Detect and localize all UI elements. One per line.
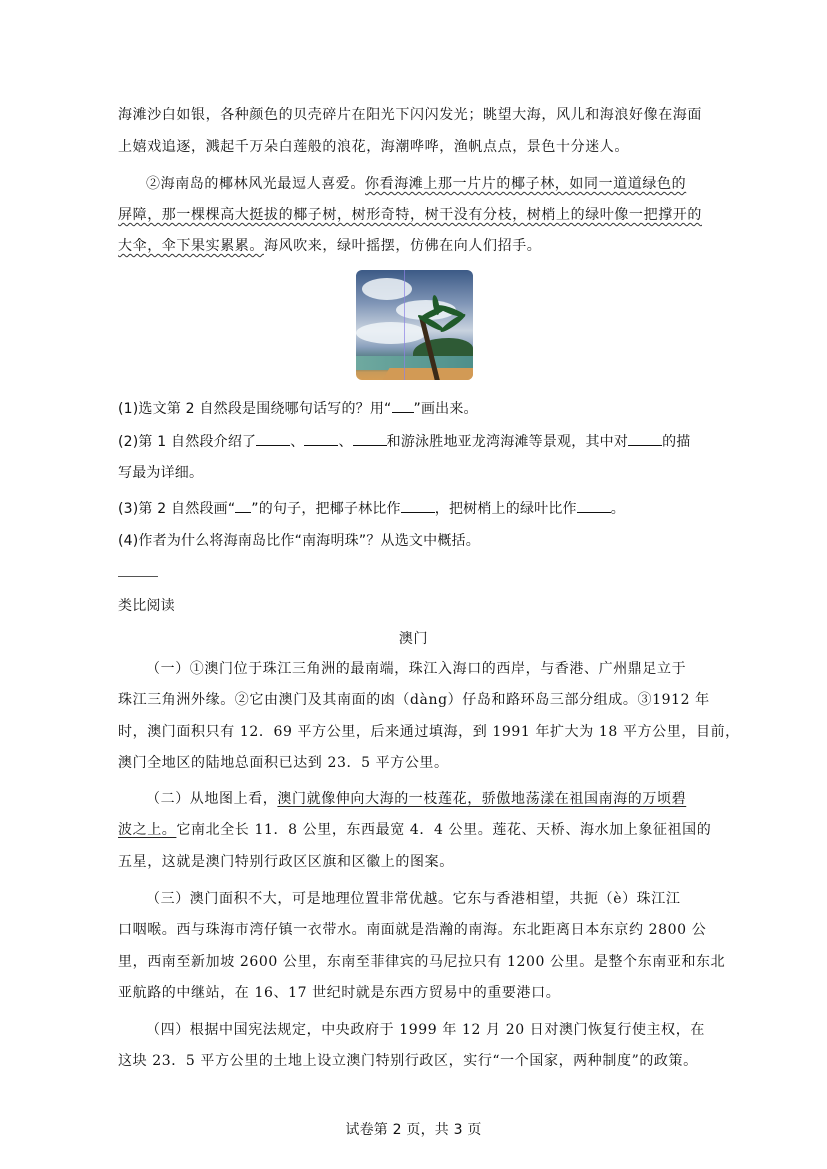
article-line: 五星，这就是澳门特别行政区区旗和区徽上的图案。: [118, 854, 454, 870]
article-line: （四）根据中国宪法规定，中央政府于 1999 年 12 月 20 日对澳门恢复行使主权，在: [146, 1022, 705, 1038]
article-line: 里，西南至新加坡 2600 公里，东南至菲律宾的马尼拉只有 1200 公里。是整个东南亚和东北: [118, 954, 726, 970]
article-text: 它南北全长 11．8 公里，东西最宽 4．4 公里。莲花、天桥、海水加上象征祖国的: [176, 822, 712, 838]
question-text: 的描: [662, 434, 691, 450]
wavy-underlined-sentence: 屏障，那一棵棵高大挺拔的椰子树，树形奇特，树干没有分枝，树梢上的绿叶像一把撑开的: [118, 207, 702, 223]
question-text: 、: [338, 434, 353, 450]
question-text: (3)第 2 自然段画“: [118, 501, 236, 517]
answer-blank[interactable]: [235, 498, 251, 513]
cloud-shape: [356, 322, 426, 344]
article-line: 澳门全地区的陆地总面积已达到 23．5 平方公里。: [118, 755, 449, 771]
question-text: 。: [610, 501, 625, 517]
passage-line: 上嬉戏追逐，溅起千万朵白莲般的浪花，海潮哗哗，渔帆点点，景色十分迷人。: [118, 139, 629, 155]
answer-blank[interactable]: [256, 431, 290, 446]
wavy-underlined-sentence: 大伞，伞下果实累累。: [118, 238, 264, 254]
article-line: [146, 789, 703, 809]
question-2-continued: 写最为详细。: [118, 465, 204, 481]
answer-blank[interactable]: [401, 498, 435, 513]
beach-shape: [383, 368, 473, 380]
passage-line: 海滩沙白如银，各种颜色的贝壳碎片在阳光下闪闪发光；眺望大海，风儿和海浪好像在海面: [118, 107, 702, 123]
coconut-palm-beach-photo: [356, 270, 473, 380]
question-1: [118, 398, 703, 419]
answer-blank[interactable]: [628, 431, 662, 446]
article-line: 亚航路的中继站，在 16、17 世纪时就是东西方贸易中的重要港口。: [118, 985, 561, 1001]
article-line: （三）澳门面积不大，可是地理位置非常优越。它东与香港相望，共扼（è）珠江江: [146, 891, 681, 907]
question-2: [118, 431, 703, 452]
paragraph-2-line: [118, 205, 703, 225]
question-text: 、: [290, 434, 305, 450]
question-text: ，把树梢上的绿叶比作: [434, 501, 577, 517]
question-3: [118, 498, 703, 519]
article-line: [118, 820, 712, 840]
answer-blank[interactable]: [304, 431, 338, 446]
article-line: 珠江三角洲外缘。②它由澳门及其南面的凼（dàng）仔岛和路环岛三部分组成。③1912 年: [118, 692, 710, 708]
answer-line[interactable]: [118, 576, 158, 577]
question-text: ”的句子，把椰子林比作: [251, 501, 401, 517]
article-line: 这块 23．5 平方公里的土地上设立澳门特别行政区，实行“一个国家，两种制度”的政策。: [118, 1053, 698, 1069]
question-text: (2)第 1 自然段介绍了: [118, 434, 257, 450]
question-text: ”画出来。: [413, 401, 478, 417]
article-line: 口咽喉。西与珠海市湾仔镇一衣带水。南面就是浩瀚的南海。东北距离日本东京约 2800 公: [118, 922, 707, 938]
underlined-sentence: 澳门就像伸向大海的一枝莲花，骄傲地荡漾在祖国南海的万顷碧: [277, 791, 687, 807]
paragraph-2-tail: 海风吹来，绿叶摇摆，仿佛在向人们招手。: [264, 238, 542, 254]
scan-line: [404, 270, 405, 380]
underlined-sentence: 波之上。: [118, 822, 177, 838]
question-text: 和游泳胜地亚龙湾海滩等景观，其中对: [386, 434, 629, 450]
paragraph-2-line: [146, 174, 703, 194]
page-footer: 试卷第 2 页，共 3 页: [345, 1122, 482, 1138]
paragraph-2-line: [118, 236, 703, 256]
question-4: (4)作者为什么将海南岛比作“南海明珠”？从选文中概括。: [118, 533, 480, 549]
article-text: （二）从地图上看，: [146, 791, 278, 807]
article-line: （一）①澳门位于珠江三角洲的最南端，珠江入海口的西岸，与香港、广州鼎足立于: [146, 661, 687, 677]
answer-blank[interactable]: [392, 398, 414, 413]
article-line: 时，澳门面积只有 12．69 平方公里，后来通过填海，到 1991 年扩大为 18 平方公里，目前，: [118, 724, 740, 740]
question-text: (1)选文第 2 自然段是围绕哪句话写的？用“: [118, 401, 392, 417]
answer-blank[interactable]: [577, 498, 611, 513]
section-heading: 类比阅读: [118, 598, 175, 614]
answer-blank[interactable]: [353, 431, 387, 446]
wavy-underlined-sentence: 你看海滩上那一片片的椰子林，如同一道道绿色的: [365, 176, 687, 192]
article-title: 澳门: [398, 631, 429, 647]
paragraph-2-lead: ②海南岛的椰林风光最逗人喜爱。: [146, 176, 365, 192]
